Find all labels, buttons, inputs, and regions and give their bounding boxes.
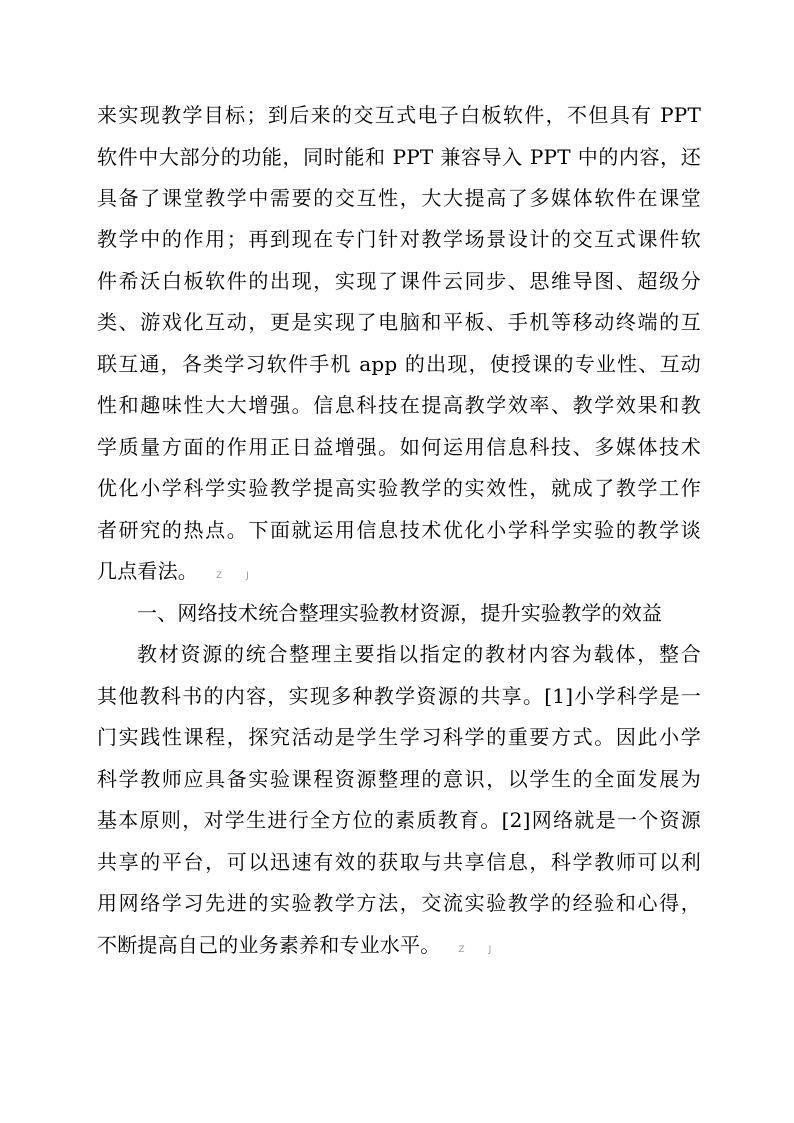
paragraph-line: 其他教科书的内容，实现多种教学资源的共享。[1]小学科学是一 (97, 684, 701, 708)
paragraph-line: 科学教师应具备实验课程资源整理的意识，以学生的全面发展为 (97, 767, 701, 791)
section-heading: 一、网络技术统合整理实验教材资源，提升实验教学的效益 (137, 601, 663, 625)
format-mark: J (246, 571, 249, 581)
paragraph-line: 共享的平台，可以迅速有效的获取与共享信息，科学教师可以利 (97, 850, 701, 874)
paragraph-line: 用网络学习先进的实验教学方法，交流实验教学的经验和心得， (97, 891, 701, 915)
paragraph-line: 类、游戏化互动，更是实现了电脑和平板、手机等移动终端的互 (97, 310, 701, 334)
paragraph-line: 优化小学科学实验教学提高实验教学的实效性，就成了教学工作 (97, 476, 701, 500)
paragraph-last-line (97, 557, 701, 585)
paragraph-line: 具备了课堂教学中需要的交互性，大大提高了多媒体软件在课堂 (97, 186, 701, 210)
paragraph-line: 学质量方面的作用正日益增强。如何运用信息科技、多媒体技术 (97, 435, 701, 459)
paragraph-line: 门实践性课程，探究活动是学生学习科学的重要方式。因此小学 (97, 725, 701, 749)
format-mark: Z (216, 571, 223, 581)
format-mark: Z (458, 945, 465, 955)
paragraph-text: 几点看法。 (97, 559, 198, 583)
paragraph-line: 软件中大部分的功能，同时能和 PPT 兼容导入 PPT 中的内容，还 (97, 145, 701, 169)
paragraph-line: 性和趣味性大大增强。信息科技在提高教学效率、教学效果和教 (97, 393, 701, 417)
paragraph-line: 件希沃白板软件的出现，实现了课件云同步、思维导图、超级分 (97, 269, 701, 293)
paragraph-text: 不断提高自己的业务素养和专业水平。 (97, 933, 441, 957)
paragraph-line: 基本原则，对学生进行全方位的素质教育。[2]网络就是一个资源 (97, 808, 701, 832)
paragraph-line: 者研究的热点。下面就运用信息技术优化小学科学实验的教学谈 (97, 518, 701, 542)
paragraph-line: 来实现教学目标；到后来的交互式电子白板软件，不但具有 PPT (97, 103, 701, 127)
paragraph-last-line (97, 931, 701, 959)
paragraph-line: 联互通，各类学习软件手机 app 的出现，使授课的专业性、互动 (97, 352, 701, 376)
paragraph-line: 教学中的作用；再到现在专门针对教学场景设计的交互式课件软 (97, 227, 701, 251)
format-mark: J (488, 945, 492, 955)
paragraph-line: 教材资源的统合整理主要指以指定的教材内容为载体，整合 (137, 642, 701, 666)
